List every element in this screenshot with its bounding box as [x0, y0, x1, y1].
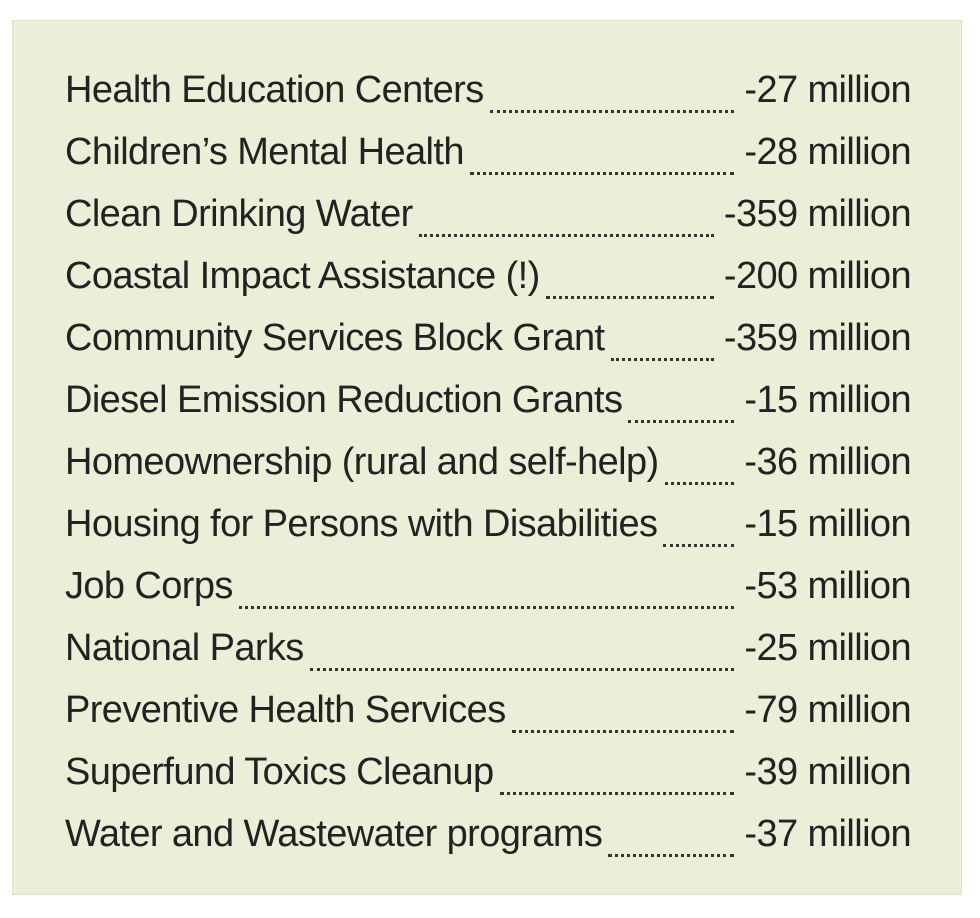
budget-cuts-panel: [12, 20, 962, 895]
cut-amount: -36 million: [744, 441, 911, 483]
dot-leader: [490, 109, 735, 113]
dot-leader: [310, 667, 735, 671]
program-name: National Parks: [65, 627, 304, 669]
cut-amount: -79 million: [744, 689, 911, 731]
program-name: Housing for Persons with Disabilities: [65, 503, 658, 545]
program-name: Clean Drinking Water: [65, 193, 413, 235]
dot-leader: [608, 853, 734, 857]
program-name: Coastal Impact Assistance (!): [65, 255, 540, 297]
dot-leader: [470, 171, 735, 175]
list-item: [65, 503, 911, 565]
cut-amount: -15 million: [744, 379, 911, 421]
cut-amount: -53 million: [744, 565, 911, 607]
program-name: Job Corps: [65, 565, 233, 607]
list-item: [65, 689, 911, 751]
cut-amount: -37 million: [744, 813, 911, 855]
cut-amount: -27 million: [744, 69, 911, 111]
program-name: Community Services Block Grant: [65, 317, 605, 359]
dot-leader: [239, 605, 735, 609]
list-item: [65, 379, 911, 441]
list-item: [65, 193, 911, 255]
program-name: Water and Wastewater programs: [65, 813, 603, 855]
dot-leader: [663, 543, 734, 547]
list-item: [65, 441, 911, 503]
cut-amount: -200 million: [723, 255, 911, 297]
program-name: Children’s Mental Health: [65, 131, 464, 173]
list-item: [65, 131, 911, 193]
cut-amount: -359 million: [723, 317, 911, 359]
program-name: Health Education Centers: [65, 69, 484, 111]
list-item: [65, 565, 911, 627]
cut-amount: -25 million: [744, 627, 911, 669]
dot-leader: [500, 791, 735, 795]
budget-cuts-list: [65, 69, 911, 875]
dot-leader: [419, 233, 714, 237]
cut-amount: -15 million: [744, 503, 911, 545]
list-item: [65, 69, 911, 131]
list-item: [65, 813, 911, 875]
dot-leader: [611, 357, 714, 361]
program-name: Homeownership (rural and self-help): [65, 441, 659, 483]
list-item: [65, 751, 911, 813]
program-name: Preventive Health Services: [65, 689, 506, 731]
dot-leader: [512, 729, 735, 733]
dot-leader: [665, 481, 735, 485]
list-item: [65, 627, 911, 689]
cut-amount: -39 million: [744, 751, 911, 793]
program-name: Diesel Emission Reduction Grants: [65, 379, 623, 421]
cut-amount: -359 million: [723, 193, 911, 235]
list-item: [65, 255, 911, 317]
cut-amount: -28 million: [744, 131, 911, 173]
program-name: Superfund Toxics Cleanup: [65, 751, 494, 793]
dot-leader: [628, 419, 734, 423]
list-item: [65, 317, 911, 379]
dot-leader: [546, 295, 714, 299]
